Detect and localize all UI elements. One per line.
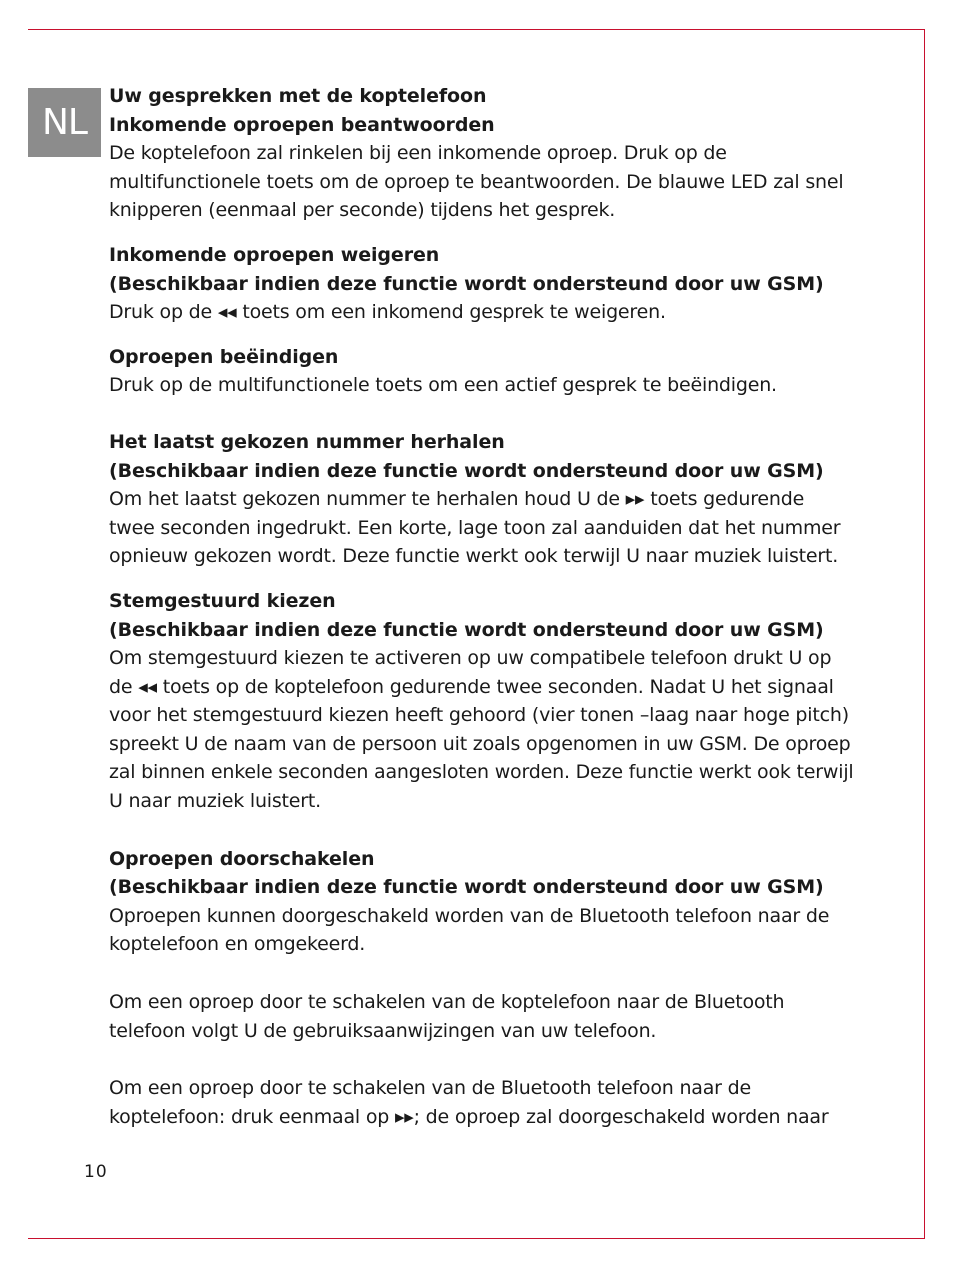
body-line: koptelefoon en omgekeerd. [109, 933, 366, 956]
body-line: telefoon volgt U de gebruiksaanwijzingen van uw telefoon. [109, 1019, 657, 1042]
page-number: 10 [84, 1162, 108, 1182]
page-frame-right [924, 29, 925, 1239]
section-heading: Het laatst gekozen nummer herhalen [109, 430, 505, 453]
section-redial [109, 428, 879, 571]
language-tab: NL [28, 88, 101, 157]
spacer [109, 400, 879, 428]
body-line: spreekt U de naam van de persoon uit zoals opgenomen in uw GSM. De oproep [109, 732, 851, 755]
spacer [109, 225, 879, 241]
spacer [109, 1045, 879, 1074]
body-line: multifunctionele toets om de oproep te beantwoorden. De blauwe LED zal snel [109, 170, 844, 193]
section-voice-dialing [109, 587, 879, 816]
body-line: Om het laatst gekozen nummer te herhalen houd U de ▸▸ toets gedurende [109, 488, 805, 511]
body-line: opnieuw gekozen wordt. Deze functie werkt ook terwijl U naar muziek luistert. [109, 545, 839, 568]
section-heading: Inkomende oproepen weigeren [109, 243, 440, 266]
body-line: Om een oproep door te schakelen van de koptelefoon naar de Bluetooth [109, 991, 785, 1014]
page-frame-top [28, 29, 925, 30]
section-call-transfer [109, 845, 879, 1132]
spacer [109, 571, 879, 587]
section-subheading: (Beschikbaar indien deze functie wordt ondersteund door uw GSM) [109, 272, 824, 295]
section-subheading: (Beschikbaar indien deze functie wordt ondersteund door uw GSM) [109, 459, 824, 482]
section-reject-calls [109, 241, 879, 327]
body-line: voor het stemgestuurd kiezen heeft gehoord (vier tonen –laag naar hoge pitch) [109, 704, 849, 727]
body-line: twee seconden ingedrukt. Een korte, lage toon zal aanduiden dat het nummer [109, 516, 841, 539]
section-heading: Stemgestuurd kiezen [109, 589, 336, 612]
body-line: koptelefoon: druk eenmaal op ▸▸; de oproep zal doorgeschakeld worden naar [109, 1105, 829, 1128]
body-line: knipperen (eenmaal per seconde) tijdens het gesprek. [109, 199, 616, 222]
spacer [109, 816, 879, 845]
section-heading: Oproepen doorschakelen [109, 847, 375, 870]
body-line: U naar muziek luistert. [109, 790, 321, 813]
section-answer-calls [109, 82, 879, 225]
body-line: Om stemgestuurd kiezen te activeren op uw compatibele telefoon drukt U op [109, 647, 832, 670]
body-line: Druk op de multifunctionele toets om een actief gesprek te beëindigen. [109, 374, 777, 397]
body-line: De koptelefoon zal rinkelen bij een inkomende oproep. Druk op de [109, 142, 727, 165]
section-subheading: (Beschikbaar indien deze functie wordt ondersteund door uw GSM) [109, 876, 824, 899]
body-line: Oproepen kunnen doorgeschakeld worden van de Bluetooth telefoon naar de [109, 904, 830, 927]
body-line: Om een oproep door te schakelen van de Bluetooth telefoon naar de [109, 1077, 751, 1100]
section-subheading: (Beschikbaar indien deze functie wordt ondersteund door uw GSM) [109, 618, 824, 641]
manual-content [109, 82, 879, 1131]
section-end-calls [109, 343, 879, 400]
section-title: Uw gesprekken met de koptelefoon [109, 85, 487, 107]
spacer [109, 959, 879, 988]
body-line: Druk op de ◂◂ toets om een inkomend gesprek te weigeren. [109, 301, 666, 324]
section-heading: Oproepen beëindigen [109, 345, 339, 368]
body-line: zal binnen enkele seconden aangesloten worden. Deze functie werkt ook terwijl [109, 761, 854, 784]
page-frame-bottom [28, 1238, 925, 1239]
section-heading: Inkomende oproepen beantwoorden [109, 113, 495, 136]
spacer [109, 327, 879, 343]
body-line: de ◂◂ toets op de koptelefoon gedurende twee seconden. Nadat U het signaal [109, 675, 834, 698]
